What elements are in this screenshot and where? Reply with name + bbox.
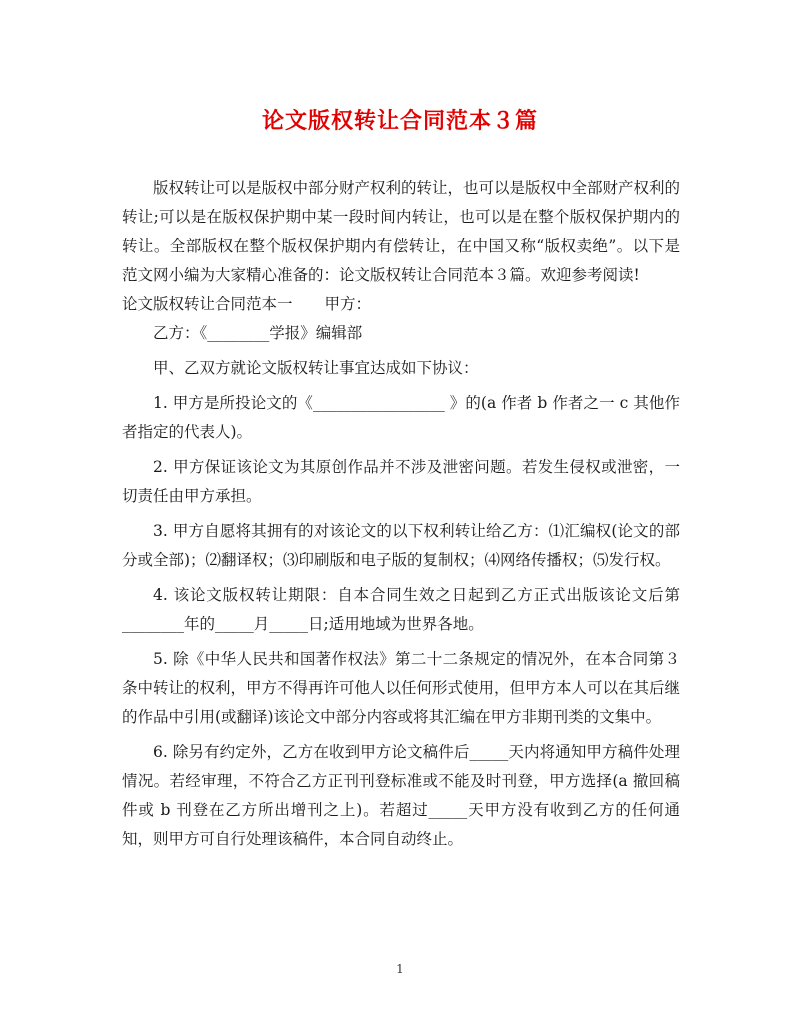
agreement-line: 甲、乙双方就论文版权转让事宜达成如下协议： [153, 359, 479, 377]
intro-paragraph: 版权转让可以是版权中部分财产权利的转让，也可以是版权中全部财产权利的转让;可以是在版权保护期中某一段时间内转让，也可以是在整个版权保护期内的转让。全部版权在整个版权保护期内有偿转让，在中国又称“版权卖绝”。以下是范文网小编为大家精心准备的：论文版权转让合同范本３篇。欢迎参考阅读! [122, 179, 681, 284]
clause-4: 4. 该论文版权转让期限：自本合同生效之日起到乙方正式出版该论文后第________年的_____月_____日;适用地域为世界各地。 [122, 586, 680, 633]
clause-2: 2. 甲方保证该论文为其原创作品并不涉及泄密问题。若发生侵权或泄密，一切责任由甲方承担。 [122, 458, 680, 505]
section-heading-line [122, 290, 680, 319]
section-title: 论文版权转让合同范本一 [122, 295, 293, 313]
clause-6: 6. 除另有约定外，乙方在收到甲方论文稿件后_____天内将通知甲方稿件处理情况。若经审理，不符合乙方正刊刊登标准或不能及时刊登，甲方选择(a 撤回稿件或 b 刊登在乙方所出增刊之上)。若超过_____天甲方没有收到乙方的任何通知，则甲方可自行处理该稿件，本合同自动终止。 [122, 743, 680, 848]
party-a-label: 甲方： [324, 295, 372, 313]
clause-3: 3. 甲方自愿将其拥有的对该论文的以下权利转让给乙方：⑴汇编权(论文的部分或全部)；⑵翻译权；⑶印刷版和电子版的复制权；⑷网络传播权；⑸发行权。 [122, 522, 680, 569]
document-title: 论文版权转让合同范本３篇 [261, 108, 538, 134]
party-b-line: 乙方：《________学报》编辑部 [153, 324, 363, 342]
clause-1: 1. 甲方是所投论文的《_________________ 》的(a 作者 b 作者之一 c 其他作者指定的代表人)。 [122, 394, 680, 441]
page-number: 1 [396, 962, 404, 976]
document-body [122, 174, 680, 854]
clause-5: 5. 除《中华人民共和国著作权法》第二十二条规定的情况外，在本合同第３条中转让的权利，甲方不得再许可他人以任何形式使用，但甲方本人可以在其后继的作品中引用(或翻译)该论文中部分内容或将其汇编在甲方非期刊类的文集中。 [122, 650, 681, 726]
